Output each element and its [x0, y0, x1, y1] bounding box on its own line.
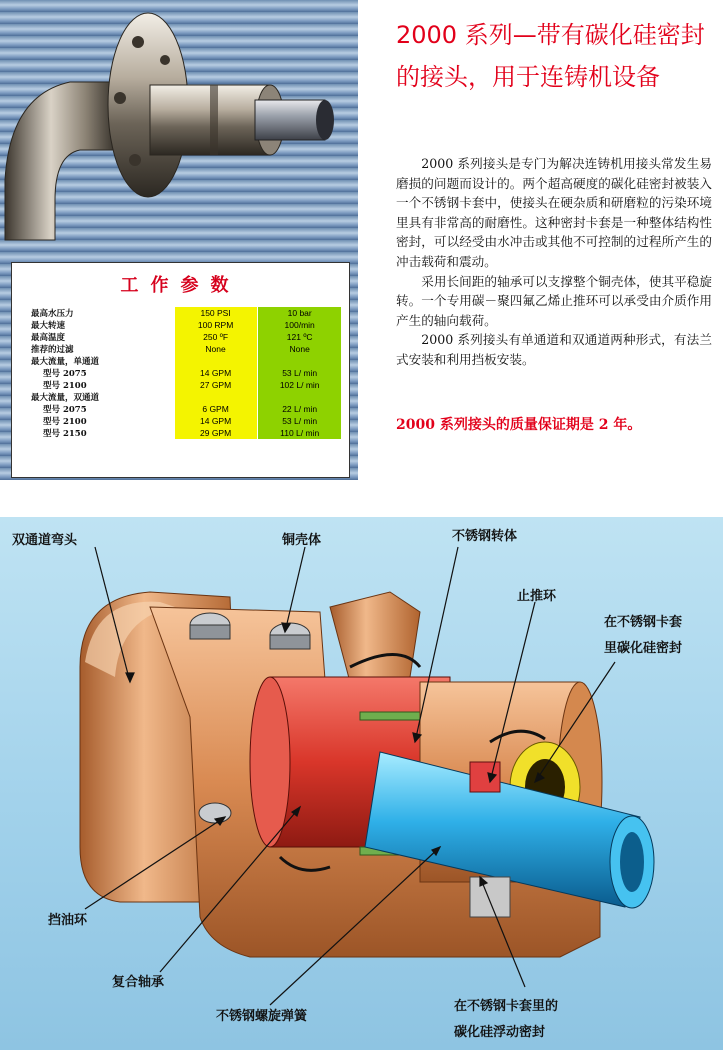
cutaway-illustration	[0, 517, 723, 1050]
param-label: 最高温度	[31, 333, 66, 343]
param-value-metric	[258, 391, 341, 403]
param-value-metric: 100/min	[258, 319, 341, 331]
param-value-imperial: 6 GPM	[175, 403, 257, 415]
param-row	[31, 367, 341, 379]
paragraph-2: 采用长间距的轴承可以支撑整个铜壳体，使其平稳旋转。一个专用碳－聚四氟乙烯止推环可以承受由介质作用产生的轴向载荷。	[396, 273, 712, 328]
param-row	[31, 355, 341, 367]
joint-photo-illustration	[0, 0, 358, 262]
param-value-metric: 22 L/ min	[258, 403, 341, 415]
param-label: 最大流量，单通道	[31, 357, 100, 367]
param-row	[31, 403, 341, 415]
param-value-imperial: 150 PSI	[175, 307, 257, 319]
label-thrust-ring: 止推环	[517, 589, 557, 604]
param-label: 最大转速	[31, 321, 66, 331]
param-label: 推荐的过滤	[31, 345, 74, 355]
label-double-elbow: 双通道弯头	[12, 533, 78, 548]
param-value-imperial	[175, 355, 257, 367]
label-composite-bearing: 复合轴承	[112, 975, 165, 990]
label-ss-rotor: 不锈钢转体	[452, 529, 518, 544]
parameters-table	[31, 307, 341, 439]
param-value-imperial: 100 RPM	[175, 319, 257, 331]
param-value-metric: 110 L/ min	[258, 427, 341, 439]
param-label: 型号 2075	[43, 405, 87, 415]
warranty-statement: 2000 系列接头的质量保证期是 2 年。	[396, 417, 642, 433]
param-label: 型号 2100	[43, 381, 87, 391]
param-value-metric	[258, 355, 341, 367]
param-value-imperial: 14 GPM	[175, 367, 257, 379]
label-ss-spring: 不锈钢螺旋弹簧	[216, 1009, 308, 1024]
param-value-metric: 102 L/ min	[258, 379, 341, 391]
cutaway-diagram	[0, 517, 723, 1050]
parameters-title: 工作参数	[120, 275, 241, 296]
param-value-metric: None	[258, 343, 341, 355]
param-label: 型号 2150	[43, 429, 87, 439]
paragraph-1: 2000 系列接头是专门为解决连铸机用接头常发生易磨损的问题而设计的。两个超高硬度的碳化硅密封被装入一个不锈钢卡套中，使接头在硬杂质和研磨粒的污染环境里具有非常高的耐磨性。这种密封卡套是一种整体结构性密封，可以经受由水冲击或其他不可控制的过程所产生的冲击载荷和震动。	[396, 156, 712, 269]
label-sic-seal-1: 在不锈钢卡套	[604, 615, 683, 630]
label-sic-seal-2: 里碳化硅密封	[604, 641, 683, 656]
param-row	[31, 427, 341, 439]
description-text	[396, 154, 712, 370]
paragraph-3: 2000 系列接头有单通道和双通道两种形式，有法兰式安装和利用挡板安装。	[396, 332, 712, 367]
param-label: 最高水压力	[31, 309, 74, 319]
param-value-metric: 53 L/ min	[258, 415, 341, 427]
label-float-seal-2: 碳化硅浮动密封	[454, 1025, 546, 1040]
param-row	[31, 307, 341, 319]
param-label: 型号 2100	[43, 417, 87, 427]
param-value-metric: 121 ºC	[258, 331, 341, 343]
param-value-imperial: 27 GPM	[175, 379, 257, 391]
param-row	[31, 331, 341, 343]
param-value-metric: 10 bar	[258, 307, 341, 319]
page-title: 2000 系列—带有碳化硅密封的接头，用于连铸机设备	[396, 21, 705, 91]
param-row	[31, 343, 341, 355]
param-label: 型号 2075	[43, 369, 87, 379]
label-copper-body: 铜壳体	[282, 533, 322, 548]
parameters-panel	[11, 262, 350, 478]
param-value-imperial	[175, 391, 257, 403]
label-float-seal-1: 在不锈钢卡套里的	[454, 999, 559, 1014]
param-row	[31, 319, 341, 331]
param-row	[31, 379, 341, 391]
param-row	[31, 391, 341, 403]
param-value-metric: 53 L/ min	[258, 367, 341, 379]
param-row	[31, 415, 341, 427]
param-value-imperial: 29 GPM	[175, 427, 257, 439]
param-label: 最大流量，双通道	[31, 393, 100, 403]
param-value-imperial: 250 ºF	[175, 331, 257, 343]
param-value-imperial: 14 GPM	[175, 415, 257, 427]
label-oil-ring: 挡油环	[48, 913, 88, 928]
param-value-imperial: None	[175, 343, 257, 355]
